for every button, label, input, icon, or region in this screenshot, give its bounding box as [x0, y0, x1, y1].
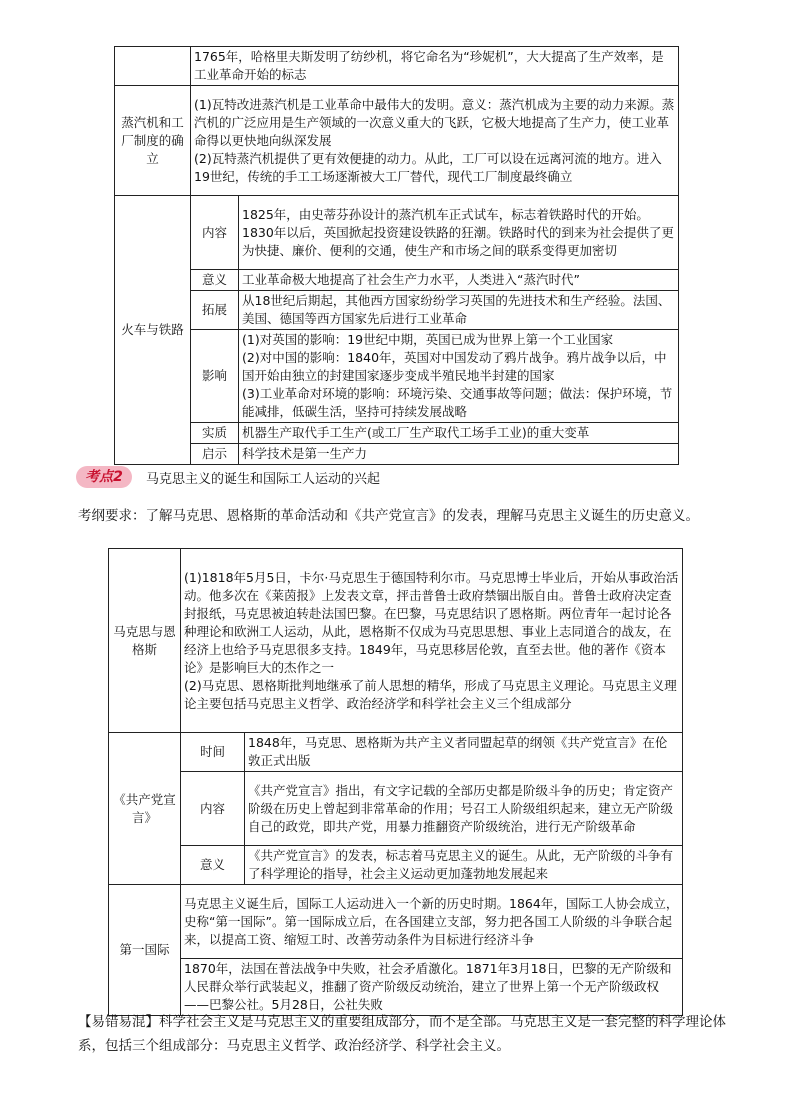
marx-engels-label: 马克思与恩格斯: [109, 549, 181, 733]
row-label-essence: 实质: [191, 423, 239, 444]
manifesto-row-text-time: 1848年，马克思、恩格斯为共产主义者同盟起草的纲领《共产党宣言》在伦敦正式出版: [245, 733, 683, 772]
row-label-content: 内容: [191, 196, 239, 270]
row-label-extension: 拓展: [191, 291, 239, 330]
syllabus-requirement: 考纲要求：了解马克思、恩格斯的革命活动和《共产党宣言》的发表，理解马克思主义诞生的历史意义。: [78, 508, 699, 524]
row-text-significance: 工业革命极大地提高了社会生产力水平，人类进入“蒸汽时代”: [239, 270, 679, 291]
first-international-label: 第一国际: [109, 885, 181, 1016]
manifesto-row-text-significance: 《共产党宣言》的发表，标志着马克思主义的诞生。从此，无产阶级的斗争有了科学理论的指导，社会主义运动更加蓬勃地发展起来: [245, 846, 683, 885]
row-label-impact: 影响: [191, 330, 239, 423]
impact-text-2: (2)对中国的影响：1840年，英国对中国发动了鸦片战争。鸦片战争以后，中国开始由独立的封建国家逐步变成半殖民地半封建的国家: [242, 350, 667, 383]
row-text-extension: 从18世纪后期起，其他西方国家纷纷学习英国的先进技术和生产经验。法国、美国、德国等西方国家先后进行工业革命: [239, 291, 679, 330]
spinning-jenny-text: 1765年，哈格里夫斯发明了纺纱机，将它命名为“珍妮机”，大大提高了生产效率，是工业革命开始的标志: [191, 47, 679, 86]
common-mistake-note: 【易错易混】科学社会主义是马克思主义的重要组成部分，而不是全部。马克思主义是一套完整的科学理论体系，包括三个组成部分：马克思主义哲学、政治经济学、科学社会主义。: [78, 1014, 726, 1054]
section-badge: 考点2: [76, 466, 132, 488]
steam-text-2: (2)瓦特蒸汽机提供了更有效便捷的动力。从此，工厂可以设在远离河流的地方。进入19世纪，传统的手工工场逐渐被大工厂替代，现代工厂制度最终确立: [194, 150, 662, 184]
manifesto-label: 《共产党宣言》: [109, 733, 181, 885]
steam-engine-label: 蒸汽机和工厂制度的确立: [115, 86, 191, 196]
marxism-table: [108, 548, 683, 1016]
manifesto-row-label-significance: 意义: [181, 846, 245, 885]
row-label-significance: 意义: [191, 270, 239, 291]
section-title: 马克思主义的诞生和国际工人运动的兴起: [146, 472, 381, 487]
impact-text-3: (3)工业革命对环境的影响：环境污染、交通事故等问题；做法：保护环境，节能减排，低碳生活，坚持可持续发展战略: [242, 386, 673, 419]
first-international-text-1: 马克思主义诞生后，国际工人运动进入一个新的历史时期。1864年，国际工人协会成立，史称“第一国际”。第一国际成立后，在各国建立支部，努力把各国工人阶级的斗争联合起来，以提高工资、缩短工时、改善劳动条件为目标进行经济斗争: [181, 885, 683, 959]
impact-text-1: (1)对英国的影响：19世纪中期，英国已成为世界上第一个工业国家: [242, 332, 614, 347]
marx-engels-text: [181, 549, 683, 733]
industrial-revolution-table: [114, 46, 679, 465]
manifesto-row-label-content: 内容: [181, 772, 245, 846]
steam-engine-text: [191, 86, 679, 196]
row-text-enlightenment: 科学技术是第一生产力: [239, 444, 679, 465]
marx-text-1: (1)1818年5月5日，卡尔·马克思生于德国特利尔市。马克思博士毕业后，开始从事政治活动。他多次在《莱茵报》上发表文章，抨击普鲁士政府禁锢出版自由。普鲁士政府决定查封报纸，马克思被迫转赴法国巴黎。在巴黎，马克思结识了恩格斯。两位青年一起讨论各种理论和欧洲工人运动，从此，恩格斯不仅成为马克思思想、事业上志同道合的战友，在经济上也给予马克思很多支持。1849年，马克思移居伦敦，直至去世。他的著作《资本论》是影响巨大的杰作之一: [184, 569, 679, 675]
manifesto-row-label-time: 时间: [181, 733, 245, 772]
blank-label-cell: [115, 47, 191, 86]
steam-text-1: (1)瓦特改进蒸汽机是工业革命中最伟大的发明。意义：蒸汽机成为主要的动力来源。蒸汽机的广泛应用是生产领域的一次意义重大的飞跃，它极大地提高了生产力，使工业革命得以更快地向纵深发展: [194, 96, 675, 148]
row-text-content: 1825年，由史蒂芬孙设计的蒸汽机车正式试车，标志着铁路时代的开始。1830年以后，英国掀起投资建设铁路的狂潮。铁路时代的到来为社会提供了更为快捷、廉价、便利的交通，使生产和市场之间的联系变得更加密切: [239, 196, 679, 270]
marx-text-2: (2)马克思、恩格斯批判地继承了前人思想的精华，形成了马克思主义理论。马克思主义理论主要包括马克思主义哲学、政治经济学和科学社会主义三个组成部分: [184, 677, 677, 711]
row-label-enlightenment: 启示: [191, 444, 239, 465]
train-railway-label: 火车与铁路: [115, 196, 191, 465]
row-text-impact: [239, 330, 679, 423]
first-international-text-2: 1870年，法国在普法战争中失败，社会矛盾激化。1871年3月18日，巴黎的无产阶级和人民群众举行武装起义，推翻了资产阶级反动统治，建立了世界上第一个无产阶级政权——巴黎公社。5月28日，公社失败: [181, 959, 683, 1016]
manifesto-row-text-content: 《共产党宣言》指出，有文字记载的全部历史都是阶级斗争的历史；肯定资产阶级在历史上曾起到非常革命的作用；号召工人阶级组织起来，建立无产阶级自己的政党，即共产党，用暴力推翻资产阶级统治，进行无产阶级革命: [245, 772, 683, 846]
row-text-essence: 机器生产取代手工生产(或工厂生产取代工场手工业)的重大变革: [239, 423, 679, 444]
